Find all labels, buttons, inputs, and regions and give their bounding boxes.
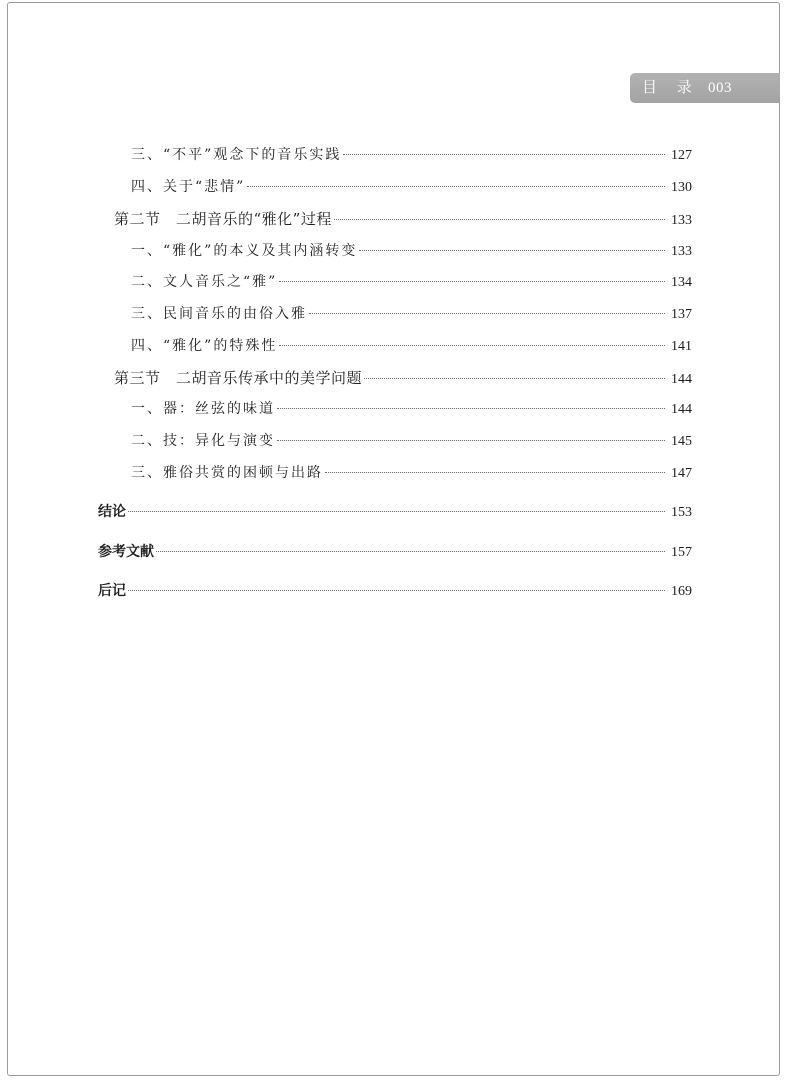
toc-entry-title: 一、器：丝弦的味道 <box>131 401 275 417</box>
toc-entry-title: 一、“雅化”的本义及其内涵转变 <box>131 243 358 259</box>
toc-entry-title: 四、“雅化”的特殊性 <box>131 338 278 354</box>
dot-leader <box>277 440 665 441</box>
toc-entry-page: 137 <box>671 307 692 322</box>
toc-entry-title: 三、雅俗共赏的困顿与出路 <box>131 465 323 481</box>
toc-entry-page: 157 <box>671 545 692 560</box>
toc-entry-page: 144 <box>671 372 692 387</box>
toc-entry-title: 二、技：异化与演变 <box>131 433 275 449</box>
header-title: 目 录 <box>642 80 700 96</box>
dot-leader <box>128 511 665 512</box>
toc-entry-page: 145 <box>671 434 692 449</box>
dot-leader <box>277 408 665 409</box>
toc-entry-page: 130 <box>671 180 692 195</box>
toc-entry-page: 127 <box>671 148 692 163</box>
dot-leader <box>309 313 665 314</box>
dot-leader <box>359 250 665 251</box>
toc-entry-page: 133 <box>671 244 692 259</box>
toc-entry[interactable] <box>131 304 692 324</box>
toc-entry-page: 169 <box>671 584 692 599</box>
toc-chapter-entry[interactable] <box>98 502 692 522</box>
toc-chapter-entry[interactable] <box>98 542 692 562</box>
toc-entry-title: 三、民间音乐的由俗入雅 <box>131 306 307 322</box>
toc-entry-title: 第三节 二胡音乐传承中的美学问题 <box>114 369 363 387</box>
toc-entry-page: 133 <box>671 213 692 228</box>
toc-entry-title: 后记 <box>98 583 126 599</box>
dot-leader <box>156 551 665 552</box>
toc-entry[interactable] <box>131 463 692 483</box>
toc-entry[interactable] <box>131 272 692 292</box>
toc-entry[interactable] <box>131 145 692 165</box>
dot-leader <box>128 590 665 591</box>
dot-leader <box>279 281 665 282</box>
dot-leader <box>325 472 665 473</box>
toc-entry-title: 二、文人音乐之“雅” <box>131 274 278 290</box>
toc-chapter-entry[interactable] <box>98 581 692 601</box>
toc-entry-page: 134 <box>671 275 692 290</box>
toc-entry[interactable] <box>131 241 692 261</box>
toc-entry-title: 结论 <box>98 504 126 520</box>
dot-leader <box>343 154 665 155</box>
toc-entry-page: 144 <box>671 402 692 417</box>
dot-leader <box>247 186 665 187</box>
header-page-number: 003 <box>708 80 732 96</box>
toc-entry-page: 147 <box>671 466 692 481</box>
toc-entry-title: 四、关于“悲情” <box>131 179 246 195</box>
toc-entry-title: 第二节 二胡音乐的“雅化”过程 <box>114 210 332 228</box>
toc-entry[interactable] <box>131 336 692 356</box>
toc-entry-page: 153 <box>671 505 692 520</box>
toc-entry-page: 141 <box>671 339 692 354</box>
toc-entry[interactable] <box>131 399 692 419</box>
toc-entry-title: 三、“不平”观念下的音乐实践 <box>131 147 342 163</box>
toc-entry[interactable] <box>131 431 692 451</box>
dot-leader <box>364 378 665 379</box>
toc-section-entry[interactable] <box>114 368 692 388</box>
toc-section-entry[interactable] <box>114 209 692 229</box>
dot-leader <box>279 345 665 346</box>
toc-entry[interactable] <box>131 177 692 197</box>
toc-entry-title: 参考文献 <box>98 544 154 560</box>
dot-leader <box>334 219 665 220</box>
